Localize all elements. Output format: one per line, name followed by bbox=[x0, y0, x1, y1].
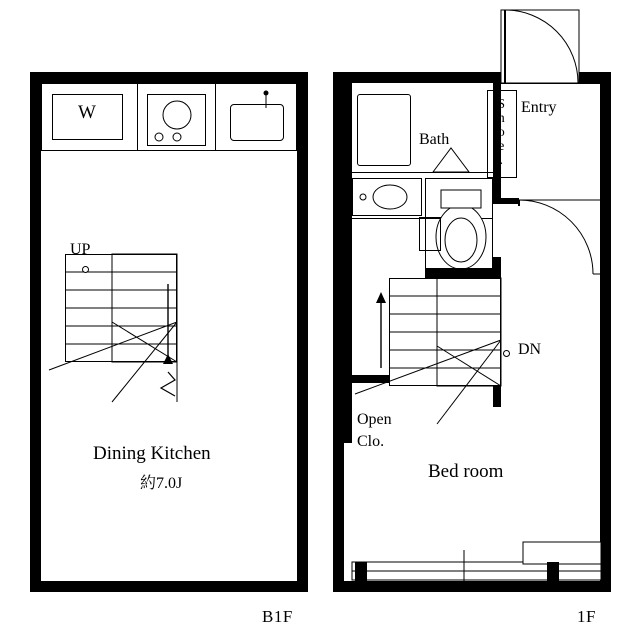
room-label-dining-kitchen: Dining Kitchen bbox=[93, 443, 211, 464]
floor-tag-b1f: B1F bbox=[262, 607, 293, 626]
floor-tag-1f: 1F bbox=[577, 607, 596, 626]
room-label-shoe: Shoe. bbox=[493, 97, 509, 167]
washer-label: W bbox=[78, 102, 96, 123]
b1f-stair-post bbox=[82, 266, 89, 273]
room-label-bed-room: Bed room bbox=[428, 461, 504, 482]
1f-toilet-base-wall bbox=[425, 268, 501, 278]
1f-bathtub bbox=[357, 94, 411, 166]
1f-vanity-counter bbox=[352, 178, 422, 216]
room-label-entry: Entry bbox=[521, 99, 557, 116]
room-label-open-closet-line1: Open bbox=[357, 411, 392, 428]
1f-entry-threshold bbox=[501, 83, 600, 84]
b1f-cooktop bbox=[147, 94, 206, 146]
1f-wall-left-vertical bbox=[344, 83, 352, 383]
b1f-counter-divider-2 bbox=[215, 83, 216, 151]
1f-stair-block bbox=[389, 278, 501, 386]
1f-window-jamb-right bbox=[547, 562, 559, 581]
1f-bath-bottom-wall bbox=[352, 172, 493, 173]
up-stairs-label: UP bbox=[70, 241, 91, 258]
basement-floor-plan bbox=[30, 72, 308, 592]
first-floor-plan bbox=[333, 72, 611, 592]
room-label-open-closet-line2: Clo. bbox=[357, 433, 385, 450]
1f-toilet-side-box bbox=[419, 217, 441, 251]
1f-entry-step-wall bbox=[493, 198, 519, 204]
room-label-bath: Bath bbox=[419, 131, 450, 148]
1f-wall-bed-left bbox=[344, 383, 352, 443]
1f-stair-post bbox=[503, 350, 510, 357]
room-size-dining-kitchen: 約7.0J bbox=[140, 475, 183, 492]
b1f-sink bbox=[230, 104, 284, 141]
b1f-counter-divider-1 bbox=[137, 83, 138, 151]
down-stairs-label: DN bbox=[518, 341, 542, 358]
1f-window-jamb-left bbox=[355, 562, 367, 581]
